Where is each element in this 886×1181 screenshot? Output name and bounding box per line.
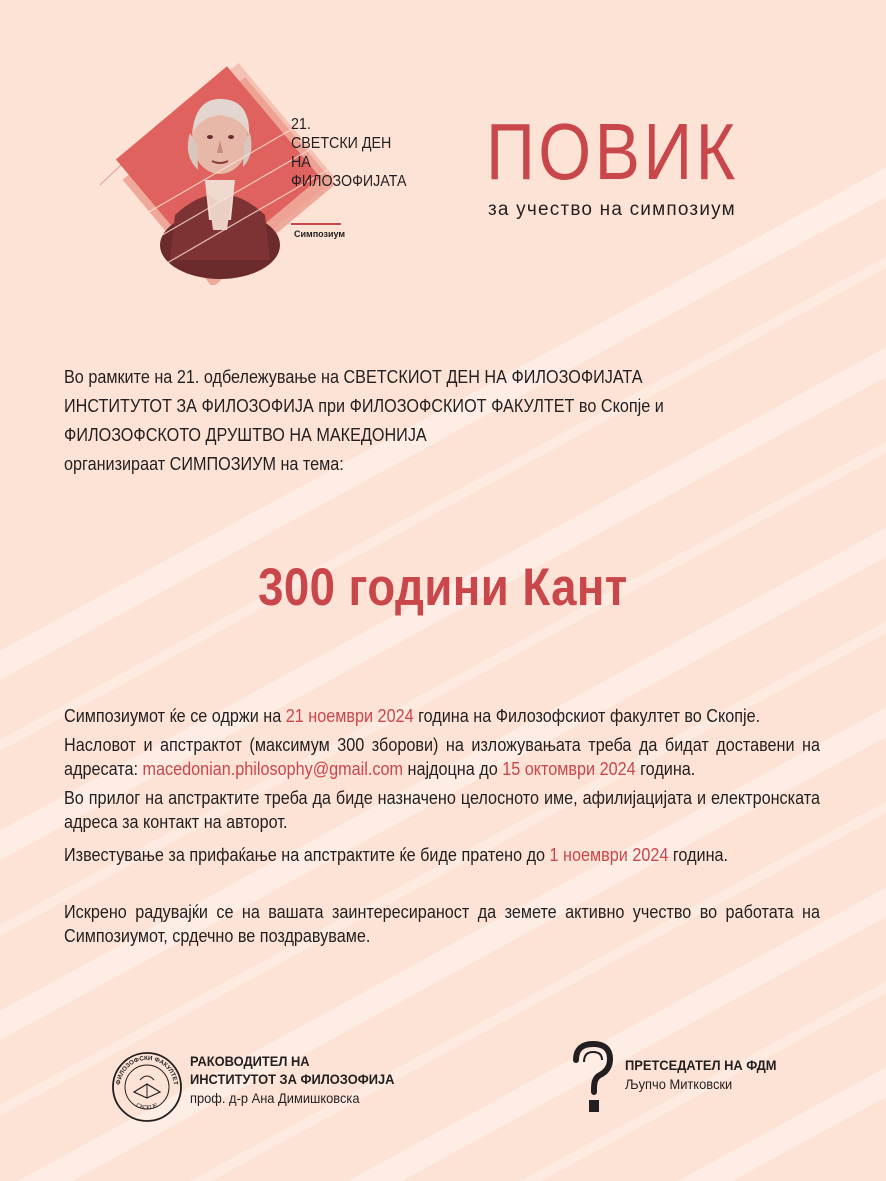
- symposium-logo: [95, 45, 425, 285]
- page-subtitle: за учество на симпозиум: [488, 199, 736, 220]
- symposium-theme-title: [0, 557, 886, 618]
- logo-text: [291, 115, 417, 191]
- signature-institute-head: [190, 1052, 412, 1108]
- submission-paragraph: [64, 733, 820, 781]
- notification-date: 1 ноември 2024: [549, 845, 669, 865]
- text: година на Филозофскиот факултет во Скопје.: [413, 706, 761, 726]
- text: Насловот и апстрактот (максимум 300 зборови) на изложувањата треба да бидат доставени на адресата:: [64, 735, 820, 779]
- intro-line: организираат СИМПОЗИУМ на тема:: [64, 454, 344, 474]
- text: година.: [635, 759, 696, 779]
- signature-title: ИНСТИТУТОТ ЗА ФИЛОЗОФИЈА: [190, 1071, 395, 1087]
- intro-block: [64, 363, 824, 479]
- text: година.: [668, 845, 729, 865]
- text: Известување за прифаќање на апстрактите ќе биде пратено до: [64, 845, 550, 865]
- logo-subtitle: Симпозиум: [294, 229, 346, 239]
- intro-line: ИНСТИТУТОТ ЗА ФИЛОЗОФИЈА при ФИЛОЗОФСКИОТ ФАКУЛТЕТ во Скопје и: [64, 396, 664, 416]
- signature-fdm-president: [625, 1056, 790, 1094]
- contact-email-link[interactable]: macedonian.philosophy@gmail.com: [142, 759, 403, 779]
- notification-paragraph: [64, 843, 820, 867]
- submission-deadline: 15 октомври 2024: [502, 759, 636, 779]
- signature-name: проф. д-р Ана Димишковска: [190, 1090, 360, 1106]
- signature-name: Љупчо Митковски: [625, 1076, 733, 1092]
- signature-title: ПРЕТСЕДАТЕЛ НА ФДМ: [625, 1057, 777, 1073]
- logo-line-1: СВЕТСКИ ДЕН: [291, 135, 392, 152]
- logo-line-2: НА: [291, 154, 311, 171]
- seal-top-text: ФИЛОЗОФСКИ ФАКУЛТЕТ: [115, 1054, 179, 1086]
- logo-divider: [291, 223, 341, 225]
- intro-line: ФИЛОЗОФСКОТО ДРУШТВО НА МАКЕДОНИЈА: [64, 425, 427, 445]
- details-block: [64, 704, 820, 948]
- signature-title: РАКОВОДИТЕЛ НА: [190, 1053, 310, 1069]
- svg-text:СКОПЈЕ: [135, 1103, 159, 1112]
- closing-paragraph: Искрено радувајќи се на вашата заинтересираност да земете активно учество во работата на Симпозиумот, срдечно ве поздравуваме.: [64, 902, 820, 946]
- svg-text:ФИЛОЗОФСКИ ФАКУЛТЕТ: [115, 1055, 179, 1086]
- seal-bottom-text: СКОПЈЕ: [134, 1102, 160, 1112]
- author-info-paragraph: Во прилог на апстрактите треба да биде назначено целосното име, афилијацијата и електронската адреса за контакт на авторот.: [64, 788, 820, 832]
- question-mark-icon: [570, 1040, 616, 1116]
- theme-title-text: 300 години Кант: [258, 558, 628, 617]
- date-paragraph: [64, 704, 820, 728]
- page-title: ПОВИК: [486, 107, 739, 196]
- text: најдоцна до: [402, 759, 503, 779]
- logo-line-3: ФИЛОЗОФИЈАТА: [291, 173, 407, 190]
- text: Симпозиумот ќе се одржи на: [64, 706, 286, 726]
- intro-line: Во рамките на 21. одбележување на СВЕТСКИОТ ДЕН НА ФИЛОЗОФИЈАТА: [64, 367, 643, 387]
- faculty-seal-icon: [110, 1050, 184, 1124]
- symposium-date: 21 ноември 2024: [285, 706, 414, 726]
- logo-number: 21.: [291, 116, 311, 133]
